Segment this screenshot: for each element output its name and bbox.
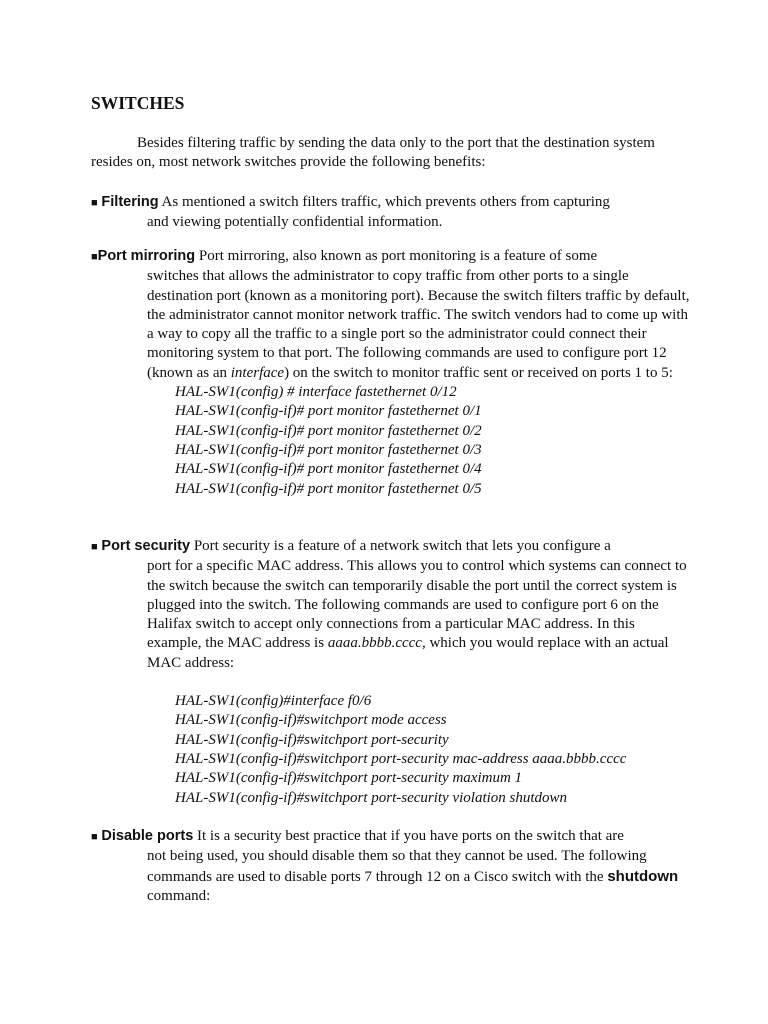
command-line: HAL-SW1(config) # interface fastethernet 0/12 [175, 384, 457, 401]
command-line: HAL-SW1(config)#interface f0/6 [175, 693, 372, 710]
bullet-icon: ■ [91, 251, 98, 263]
bullet-icon: ■ [91, 197, 98, 209]
shutdown-command-term: shutdown [607, 867, 679, 885]
page-title: SWITCHES [91, 93, 185, 113]
bullet-icon: ■ [91, 831, 98, 843]
port-mirroring-text-first: Port mirroring, also known as port monitoring is a feature of some [195, 248, 598, 264]
port-security-first-line [91, 537, 691, 557]
port-mirroring-text-b: ) on the switch to monitor traffic sent or received on ports 1 to 5: [284, 364, 673, 381]
disable-ports-text-a: not being used, you should disable them so that they cannot be used. The following commands are used to disable ports 7 through 12 on a Cisco switch with the [147, 848, 647, 885]
intro-paragraph: Besides filtering traffic by sending the data only to the port that the destination system resides on, most network switches provide the following benefits: [91, 135, 655, 171]
disable-ports-text-rest [147, 847, 691, 906]
command-line: HAL-SW1(config-if)# port monitor fastethernet 0/4 [175, 461, 482, 478]
command-line: HAL-SW1(config-if)# port monitor fastethernet 0/5 [175, 480, 482, 497]
port-security-text-first: Port security is a feature of a network switch that lets you configure a [190, 538, 611, 554]
command-line: HAL-SW1(config-if)# port monitor fastethernet 0/3 [175, 441, 482, 458]
disable-ports-first-line [91, 827, 691, 847]
disable-ports-text-first: It is a security best practice that if you have ports on the switch that are [193, 828, 624, 844]
port-security-text-rest [147, 557, 691, 673]
port-mirroring-section [91, 247, 691, 499]
disable-ports-section [91, 827, 691, 906]
port-mirroring-interface-term: interface [230, 364, 285, 381]
command-line: HAL-SW1(config-if)#switchport port-security maximum 1 [175, 770, 523, 787]
port-security-mac-example: aaaa.bbbb.cccc, [327, 635, 426, 652]
command-line: HAL-SW1(config-if)#switchport port-security violation shutdown [175, 789, 568, 806]
port-security-text-b: which you would replace with an actual MAC address: [147, 635, 669, 671]
bullet-icon: ■ [91, 541, 98, 553]
port-mirroring-text-a: switches that allows the administrator to copy traffic from other ports to a single destination port (known as a monitoring port). Because the switch filters traffic by default, the administrator cannot monitor network traffic. The switch vendors had to come up with a way to copy all the traffic to a single port so the administrator could connect their monitoring system to that port. The following commands are used to configure port 12 (known as an [147, 268, 690, 381]
port-security-commands [175, 692, 691, 808]
command-line: HAL-SW1(config-if)# port monitor fastethernet 0/1 [175, 403, 482, 420]
filtering-heading: Filtering [101, 194, 159, 210]
filtering-text-rest: and viewing potentially confidential information. [147, 214, 443, 231]
command-line: HAL-SW1(config-if)# port monitor fastethernet 0/2 [175, 422, 482, 439]
disable-ports-text-b: command: [147, 887, 211, 904]
filtering-text-first: As mentioned a switch filters traffic, which prevents others from capturing [158, 194, 610, 210]
disable-ports-heading: Disable ports [101, 828, 194, 844]
port-security-section [91, 537, 691, 808]
command-line: HAL-SW1(config-if)#switchport port-security mac-address aaaa.bbbb.cccc [175, 750, 627, 767]
port-mirroring-heading: Port mirroring [97, 248, 196, 264]
command-line: HAL-SW1(config-if)#switchport mode access [175, 712, 447, 729]
port-security-heading: Port security [101, 538, 191, 554]
port-mirroring-text-rest [147, 267, 691, 383]
command-line: HAL-SW1(config-if)#switchport port-security [175, 731, 449, 748]
port-security-text-a: port for a specific MAC address. This allows you to control which systems can connect to the switch because the switch can temporarily disable the port until the correct system is plugged into the switch. The following commands are used to configure port 6 on the Halifax switch to accept only connections from a particular MAC address. In this example, the MAC address is [147, 558, 687, 652]
filtering-section [91, 193, 691, 233]
filtering-first-line [91, 193, 691, 213]
port-mirroring-first-line [91, 247, 691, 267]
port-mirroring-commands [175, 383, 691, 499]
